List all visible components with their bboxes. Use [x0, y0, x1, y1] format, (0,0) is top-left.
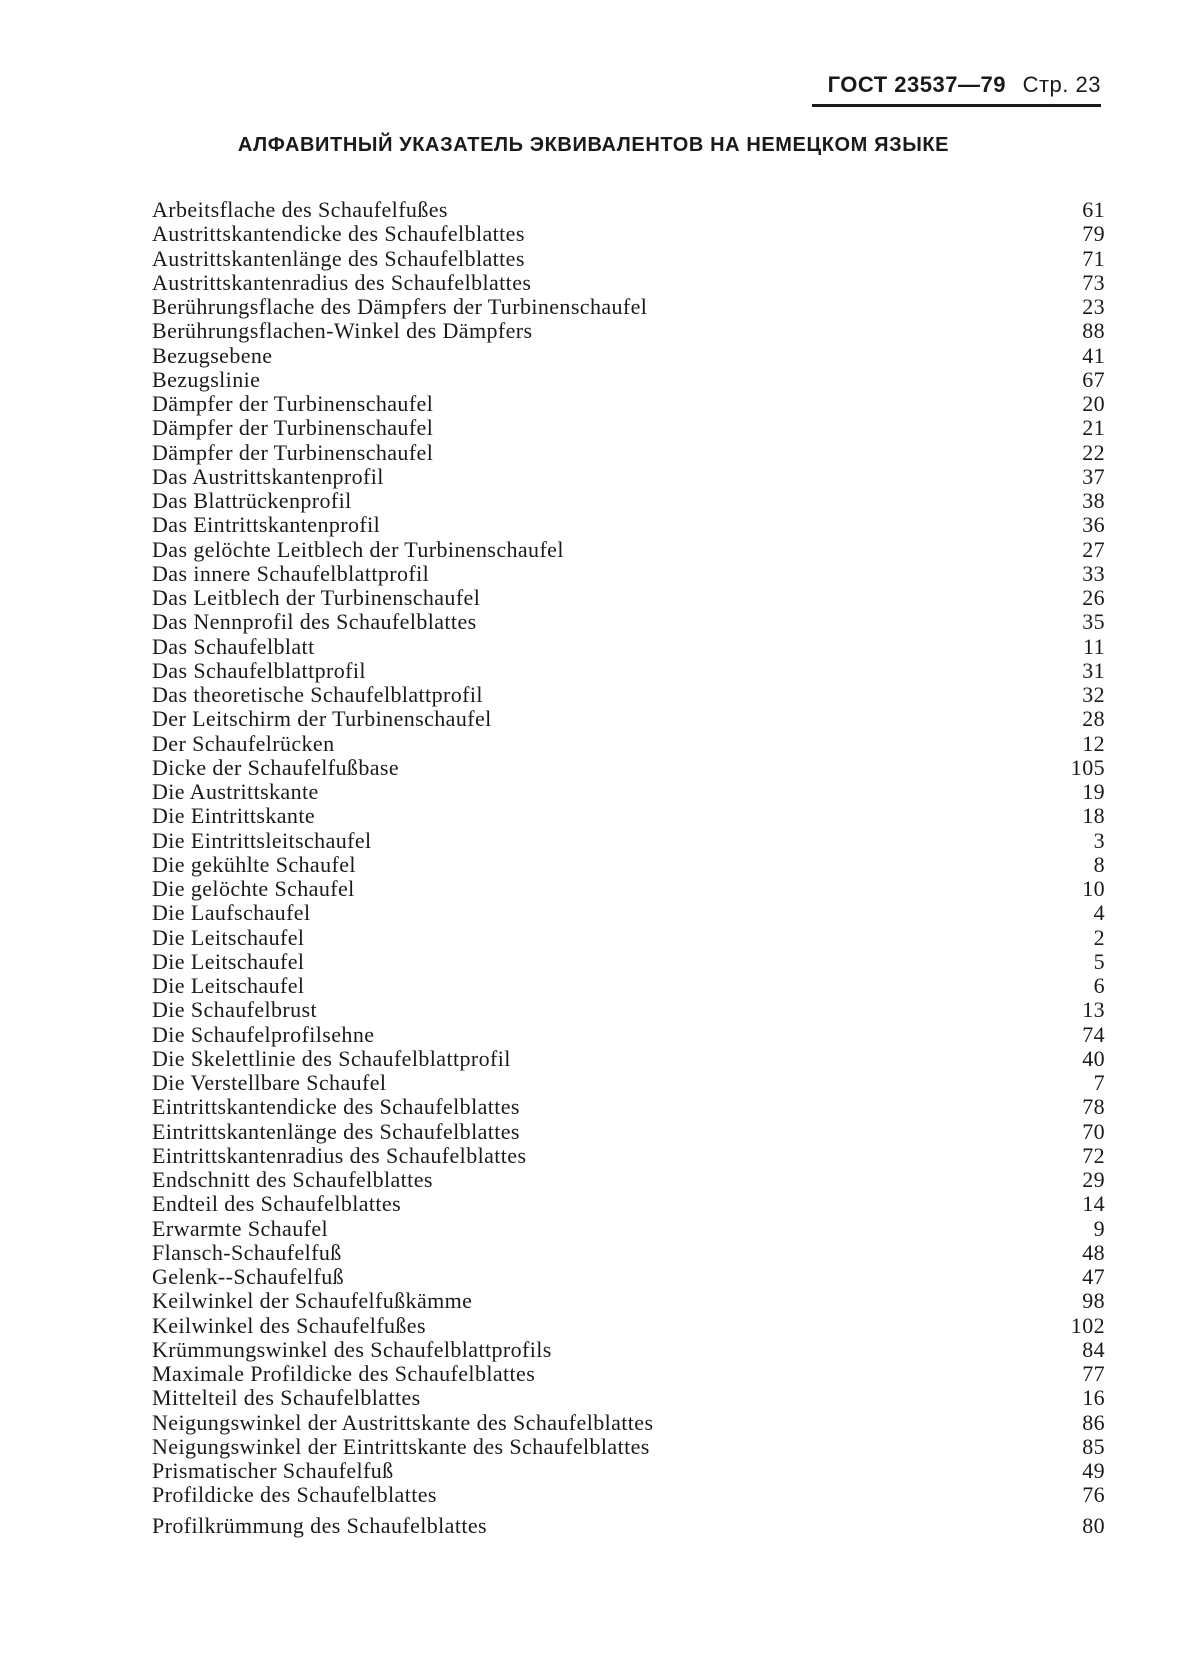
index-entry	[152, 1241, 1105, 1265]
index-term: Die Austrittskante	[152, 780, 319, 804]
index-term: Arbeitsflache des Schaufelfußes	[152, 198, 448, 222]
index-term-number: 48	[1082, 1239, 1105, 1265]
index-term-number: 49	[1082, 1458, 1105, 1483]
index-entry	[152, 513, 1105, 537]
index-term-number: 105	[1070, 754, 1105, 780]
index-term: Austrittskantenradius des Schaufelblattes	[152, 270, 532, 295]
index-term-number: 22	[1082, 439, 1105, 465]
index-term-number: 98	[1082, 1288, 1105, 1314]
index-entry	[152, 1095, 1105, 1119]
index-term-number: 70	[1082, 1118, 1105, 1144]
page-number: Стр. 23	[1022, 72, 1101, 97]
index-term-number: 85	[1082, 1433, 1105, 1459]
index-term: Die Schaufelprofilsehne	[152, 1022, 375, 1047]
index-entry	[152, 489, 1105, 513]
index-term-number: 76	[1082, 1482, 1105, 1508]
index-term-number: 5	[1093, 948, 1105, 974]
index-entry	[152, 222, 1105, 246]
index-term: Krümmungswinkel des Schaufelblattprofils	[152, 1337, 552, 1362]
index-term-number: 10	[1082, 876, 1105, 901]
index-entry	[152, 1386, 1105, 1410]
index-entry	[152, 586, 1105, 610]
index-term: Bezugsebene	[152, 343, 273, 368]
index-term: Keilwinkel der Schaufelfußkämme	[152, 1289, 473, 1314]
index-term: Das theoretische Schaufelblattprofil	[152, 683, 483, 707]
index-entry	[152, 1411, 1105, 1435]
index-entry	[152, 610, 1105, 634]
index-term: Profilkrümmung des Schaufelblattes	[152, 1513, 487, 1538]
index-entry	[152, 732, 1105, 756]
index-term: Berührungsflache des Dämpfers der Turbinenschaufel	[152, 295, 648, 319]
index-entry	[152, 707, 1105, 731]
index-term: Das Leitblech der Turbinenschaufel	[152, 586, 481, 610]
index-entry	[152, 295, 1105, 319]
index-term-number: 23	[1082, 294, 1105, 319]
index-entry	[152, 1192, 1105, 1216]
index-term: Mittelteil des Schaufelblattes	[152, 1386, 421, 1411]
index-term-number: 3	[1093, 827, 1105, 853]
index-term: Die Laufschaufel	[152, 901, 311, 926]
index-entry	[152, 1265, 1105, 1289]
index-term: Gelenk--Schaufelfuß	[152, 1265, 345, 1289]
index-entry	[152, 1289, 1105, 1313]
index-term: Neigungswinkel der Austrittskante des Schaufelblattes	[152, 1410, 654, 1435]
index-term: Prismatischer Schaufelfuß	[152, 1459, 394, 1483]
index-term: Eintrittskantendicke des Schaufelblattes	[152, 1095, 520, 1120]
index-term: Dämpfer der Turbinenschaufel	[152, 392, 434, 416]
index-entry	[152, 756, 1105, 780]
index-term: Das Schaufelblatt	[152, 634, 315, 659]
index-term-number: 67	[1082, 366, 1105, 392]
index-term: Keilwinkel des Schaufelfußes	[152, 1313, 426, 1338]
index-term: Berührungsflachen-Winkel des Dämpfers	[152, 319, 533, 344]
index-term-number: 88	[1082, 318, 1105, 344]
index-title: АЛФАВИТНЫЙ УКАЗАТЕЛЬ ЭКВИВАЛЕНТОВ НА НЕМЕЦКОМ ЯЗЫКЕ	[237, 134, 950, 156]
index-term-number: 28	[1082, 706, 1105, 732]
index-term-number: 80	[1082, 1512, 1105, 1538]
index-entry	[152, 974, 1105, 998]
index-term: Die gekühlte Schaufel	[152, 852, 356, 877]
index-term-number: 40	[1082, 1045, 1105, 1071]
index-entry	[152, 416, 1105, 440]
index-term: Die Eintrittsleitschaufel	[152, 828, 372, 853]
index-entry	[152, 1514, 1105, 1538]
index-term: Eintrittskantenradius des Schaufelblattes	[152, 1143, 527, 1168]
index-term-number: 13	[1082, 997, 1105, 1023]
index-term: Der Leitschirm der Turbinenschaufel	[152, 707, 492, 732]
index-term: Die Schaufelbrust	[152, 998, 318, 1023]
index-list	[152, 198, 1105, 1538]
index-entry	[152, 538, 1105, 562]
index-entry	[152, 1217, 1105, 1241]
index-term-number: 74	[1082, 1021, 1105, 1047]
index-term-number: 71	[1082, 245, 1105, 271]
index-entry	[152, 344, 1105, 368]
index-term-number: 79	[1082, 221, 1105, 247]
index-entry	[152, 780, 1105, 804]
index-entry	[152, 926, 1105, 950]
index-term: Die Verstellbare Schaufel	[152, 1071, 387, 1095]
index-term: Flansch-Schaufelfuß	[152, 1240, 342, 1265]
index-entry	[152, 198, 1105, 222]
index-entry	[152, 998, 1105, 1022]
index-term: Dämpfer der Turbinenschaufel	[152, 416, 434, 441]
index-term: Die Leitschaufel	[152, 949, 305, 974]
index-term-number: 86	[1082, 1409, 1105, 1435]
index-term-number: 21	[1082, 415, 1105, 441]
index-term: Dämpfer der Turbinenschaufel	[152, 440, 434, 465]
index-entry	[152, 441, 1105, 465]
index-term: Endteil des Schaufelblattes	[152, 1192, 402, 1217]
index-term-number: 4	[1093, 900, 1105, 926]
index-term-number: 14	[1082, 1191, 1105, 1217]
index-term-number: 11	[1083, 633, 1105, 659]
index-entry	[152, 392, 1105, 416]
index-term: Das Blattrückenprofil	[152, 489, 352, 513]
index-term-number: 78	[1082, 1094, 1105, 1120]
index-entry	[152, 319, 1105, 343]
index-entry	[152, 635, 1105, 659]
index-term: Maximale Profildicke des Schaufelblattes	[152, 1362, 536, 1386]
index-entry	[152, 901, 1105, 925]
index-term-number: 16	[1082, 1385, 1105, 1411]
index-term: Bezugslinie	[152, 367, 261, 392]
index-entry	[152, 829, 1105, 853]
index-term: Das gelöchte Leitblech der Turbinenschaufel	[152, 537, 564, 562]
index-term-number: 9	[1093, 1215, 1105, 1241]
index-term: Neigungswinkel der Eintrittskante des Schaufelblattes	[152, 1434, 650, 1459]
index-term: Das Nennprofil des Schaufelblattes	[152, 610, 477, 635]
index-term-number: 18	[1082, 803, 1105, 829]
index-term-number: 26	[1082, 585, 1105, 610]
index-entry	[152, 1435, 1105, 1459]
index-term-number: 36	[1082, 512, 1105, 538]
index-term-number: 77	[1082, 1361, 1105, 1386]
index-term-number: 35	[1082, 609, 1105, 635]
index-term-number: 37	[1082, 463, 1105, 489]
index-term-number: 61	[1082, 197, 1105, 222]
index-term: Die gelöchte Schaufel	[152, 877, 355, 901]
index-entry	[152, 950, 1105, 974]
index-term-number: 33	[1082, 560, 1105, 586]
index-entry	[152, 683, 1105, 707]
index-term: Die Leitschaufel	[152, 974, 305, 998]
index-term: Erwarmte Schaufel	[152, 1216, 329, 1241]
index-term-number: 32	[1082, 682, 1105, 707]
index-term-number: 19	[1082, 779, 1105, 804]
index-entry	[152, 1459, 1105, 1483]
index-entry	[152, 271, 1105, 295]
index-term: Austrittskantendicke des Schaufelblattes	[152, 222, 525, 247]
index-term: Austrittskantenlänge des Schaufelblattes	[152, 246, 525, 271]
index-term: Das Schaufelblattprofil	[152, 658, 366, 683]
index-entry	[152, 1483, 1105, 1507]
index-term-number: 31	[1082, 657, 1105, 683]
page-header	[828, 72, 1101, 98]
index-term-number: 72	[1082, 1142, 1105, 1168]
index-entry	[152, 465, 1105, 489]
index-term-number: 12	[1082, 730, 1105, 756]
index-entry	[152, 368, 1105, 392]
index-entry	[152, 853, 1105, 877]
index-entry	[152, 1047, 1105, 1071]
index-entry	[152, 1023, 1105, 1047]
index-term: Die Eintrittskante	[152, 804, 315, 829]
index-entry	[152, 804, 1105, 828]
index-term: Das innere Schaufelblattprofil	[152, 561, 430, 586]
index-entry	[152, 1338, 1105, 1362]
index-term: Die Leitschaufel	[152, 925, 305, 950]
index-entry	[152, 1314, 1105, 1338]
index-entry	[152, 877, 1105, 901]
index-term: Das Austrittskantenprofil	[152, 464, 384, 489]
standard-code: ГОСТ 23537—79	[827, 72, 1006, 97]
index-term: Profildicke des Schaufelblattes	[152, 1483, 437, 1508]
index-term-number: 7	[1093, 1070, 1105, 1095]
index-term: Dicke der Schaufelfußbase	[152, 755, 400, 780]
index-term-number: 2	[1093, 924, 1105, 950]
index-term: Der Schaufelrücken	[152, 731, 335, 756]
index-term-number: 102	[1070, 1312, 1105, 1338]
index-entry	[152, 1168, 1105, 1192]
index-term-number: 6	[1093, 973, 1105, 998]
index-entry	[152, 659, 1105, 683]
header-rule	[812, 104, 1101, 107]
index-entry	[152, 1071, 1105, 1095]
index-term-number: 8	[1093, 851, 1105, 877]
index-term-number: 20	[1082, 391, 1105, 416]
index-term-number: 29	[1082, 1167, 1105, 1192]
index-term: Eintrittskantenlänge des Schaufelblattes	[152, 1119, 520, 1144]
index-entry	[152, 1362, 1105, 1386]
index-term: Endschnitt des Schaufelblattes	[152, 1168, 433, 1192]
index-term-number: 73	[1082, 269, 1105, 295]
index-term-number: 84	[1082, 1336, 1105, 1362]
index-entry	[152, 247, 1105, 271]
index-term: Die Skelettlinie des Schaufelblattprofil	[152, 1046, 511, 1071]
index-entry	[152, 1144, 1105, 1168]
index-term: Das Eintrittskantenprofil	[152, 513, 381, 538]
index-term-number: 41	[1082, 342, 1105, 368]
index-term-number: 47	[1082, 1264, 1105, 1289]
index-term-number: 38	[1082, 488, 1105, 513]
index-term-number: 27	[1082, 536, 1105, 562]
index-entry	[152, 562, 1105, 586]
index-entry	[152, 1120, 1105, 1144]
